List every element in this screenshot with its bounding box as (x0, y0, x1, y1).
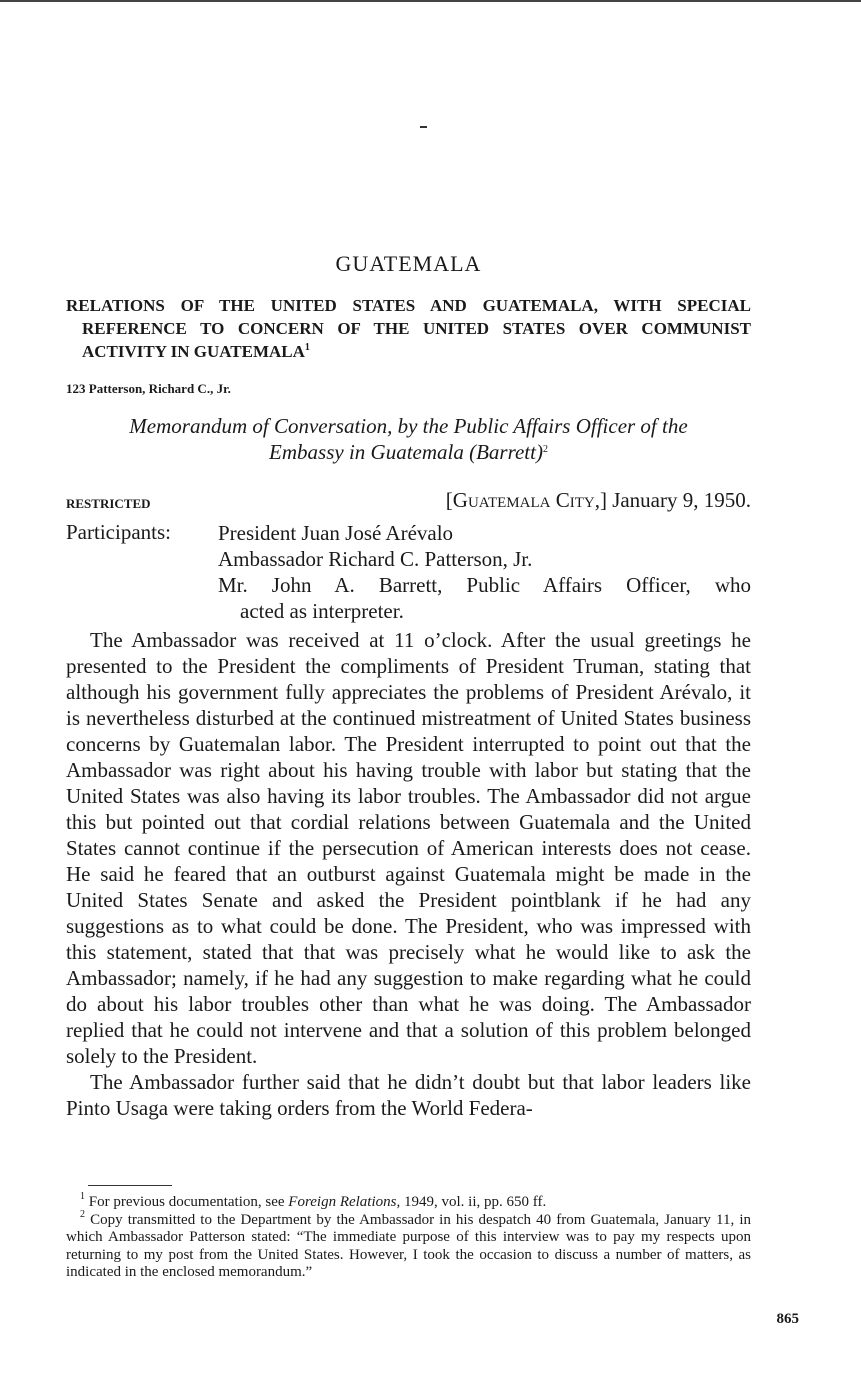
footnote-rule (88, 1185, 172, 1186)
footnote-ref-1: 1 (304, 342, 310, 353)
file-reference: 123 Patterson, Richard C., Jr. (66, 381, 231, 396)
participant-item: Mr. John A. Barrett, Public Affairs Officer, who (218, 573, 751, 597)
body-paragraph: The Ambassador further said that he didn’t doubt but that labor leaders like Pinto Usaga were taking orders from the World Federa- (66, 1070, 751, 1120)
memo-title (66, 413, 751, 465)
participant-item: President Juan José Arévalo (218, 521, 454, 545)
place: Guatemala City (452, 488, 595, 512)
footnote-2-text: Copy transmitted to the Department by the Ambassador in his despatch 40 from Guatemala, January 11, in which Ambassador Patterson stated: “The immediate purpose of this interview was to pay my respects upon returning to my post from the United States. However, I took the occasion to discuss a number of matters, as indicated in the enclosed memorandum.” (66, 1211, 751, 1280)
stray-mark (420, 126, 427, 128)
footnote-1-italic: Foreign Relations, (288, 1194, 401, 1210)
footnote-2 (66, 1208, 751, 1282)
memo-title-line2-wrap (66, 439, 751, 465)
footnote-ref-2: 2 (542, 444, 548, 455)
participant-item: Ambassador Richard C. Patterson, Jr. (218, 547, 533, 571)
date: January 9, 1950. (612, 488, 751, 512)
footnote-2-mark: 2 (80, 1208, 85, 1220)
footnotes (66, 1191, 751, 1282)
dateline (446, 488, 751, 513)
page-number: 865 (776, 1311, 799, 1327)
memo-title-line1: Memorandum of Conversation, by the Public Affairs Officer of the (129, 414, 688, 438)
body-paragraph: The Ambassador was received at 11 o’clock. After the usual greetings he presented to the President the compliments of President Truman, stating that although his government fully appreciates the problems of President Arévalo, it is nevertheless disturbed at the continued mistreatment of United States business concerns by Guatemalan labor. The President interrupted to point out that the Ambassador was right about his having trouble with labor but stating that the United States was also having its labor troubles. The Ambassador did not argue this but pointed out that cordial relations between Guatemala and the United States cannot continue if the persecution of American interests does not cease. He said he feared that an outburst against Guatemala might be made in the United States Senate and asked the President pointblank if he had any suggestions as to what could be done. The President, who was impressed with this statement, stated that that was precisely what he would like to ask the Ambassador; namely, if he had any suggestion to make regarding what he could do about his labor troubles other than what he was doing. The Ambassador replied that he could not intervene and that a solution of this problem belonged solely to the President. (66, 628, 751, 1068)
footnote-1-pre: For previous documentation, see (85, 1194, 289, 1210)
classification-label: RESTRICTED (66, 496, 151, 511)
memo-body (66, 627, 751, 1121)
section-title-text: RELATIONS OF THE UNITED STATES AND GUATEMALA, WITH SPECIAL REFERENCE TO CONCERN OF THE UNITED STATES OVER COMMUNIST ACTIVITY IN GUATEMALA (66, 296, 751, 361)
participants-label: Participants: (66, 520, 171, 544)
country-heading: GUATEMALA (335, 251, 482, 276)
footnote-1 (66, 1191, 751, 1212)
section-title (66, 294, 751, 363)
participant-item-continued: acted as interpreter. (240, 599, 404, 623)
footnote-1-post: 1949, vol. ii, pp. 650 ff. (400, 1194, 547, 1210)
memo-title-line2: Embassy in Guatemala (Barrett) (269, 440, 543, 464)
bracket-open: [ (445, 488, 453, 512)
top-border (0, 0, 861, 2)
participants-list (218, 520, 751, 624)
footnote-1-mark: 1 (80, 1191, 85, 1202)
bracket-close: ,] (594, 488, 607, 512)
